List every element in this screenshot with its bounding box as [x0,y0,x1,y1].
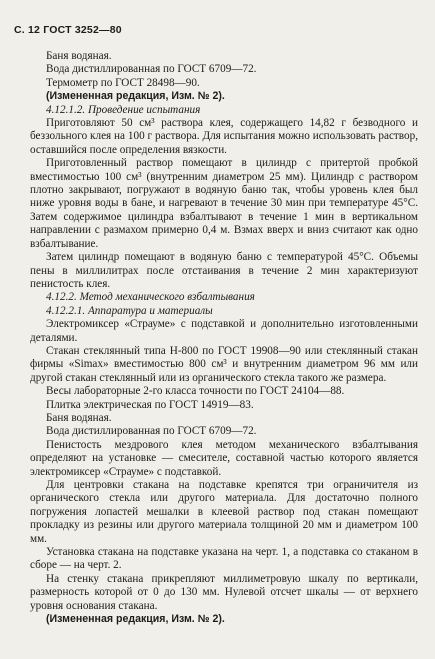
paragraph: Приготовленный раствор помещают в цилиндр с притертой пробкой вместимостью 100 см³ (внутренним диаметром 25 мм). Цилиндр с раствором плотно закрывают, погружают в водяную баню так, чтобы уровень клея был ниже уровня воды в бане, и нагревают в течение 30 мин при температуре 45°С. Затем содержимое цилиндра взбалтывают в течение 1 мин в вертикальном направлении с размахом примерно 0,4 м. Взмах вверх и вниз считают как одно взбалтывание. [30,157,418,250]
paragraph: 4.12.1.2. Проведение испытания [46,103,201,116]
paragraph: Стакан стеклянный типа Н-800 по ГОСТ 19908—90 или стеклянный стакан фирмы «Simax» вместимостью 800 см³ и внутренним диаметром 96 мм или другой стакан стеклянный или из органического стекла такого же размера. [30,344,418,384]
paragraph: Электромиксер «Страуме» с подставкой и дополнительно изготовленными деталями. [30,318,418,344]
paragraph: Вода дистиллированная по ГОСТ 6709—72. [46,425,257,438]
paragraph: Приготовляют 50 см³ раствора клея, содержащего 14,82 г безводного и беззольного клея на 100 г раствора. Для испытания можно использовать раствор, оставшийся после определения вязкости. [30,117,418,156]
page-header: С. 12 ГОСТ 3252—80 [14,24,122,36]
paragraph: 4.12.2. Метод механического взбалтывания [46,291,255,304]
document-body [30,50,418,626]
paragraph: На стенку стакана прикрепляют миллиметровую шкалу по вертикали, размерность которой от 0 до 130 мм. Нулевой отсчет шкалы — от верхнего уровня основания стакана. [30,572,418,612]
paragraph: Баня водяная. [46,50,112,62]
paragraph: 4.12.2.1. Аппаратура и материалы [46,304,213,317]
paragraph: Установка стакана на подставке указана на черт. 1, а подставка со стаканом в сборе — на черт. 2. [30,546,418,572]
paragraph: Затем цилиндр помещают в водяную баню с температурой 45°С. Объемы пены в миллилитрах после отстаивания в течение 2 мин характеризуют пенистость клея. [30,251,418,290]
paragraph: Баня водяная. [46,411,112,424]
paragraph: (Измененная редакция, Изм. № 2). [46,90,225,103]
paragraph: Плитка электрическая по ГОСТ 14919—83. [46,398,254,411]
paragraph: Для центровки стакана на подставке крепятся три ограничителя из органического стекла или другого материала. Для достаточно полного погружения лопастей мешалки в клеевой раствор под стакан помещают прокладку из резины или другого материала толщиной 20 мм и диаметром 100 мм. [30,479,418,545]
paragraph: Весы лабораторные 2-го класса точности по ГОСТ 24104—88. [46,385,345,398]
paragraph: Пенистость мездрового клея методом механического взбалтывания определяют на установке — смесителе, составной частью которого является электромиксер «Страуме» с подставкой. [30,438,418,478]
paragraph: Термометр по ГОСТ 28498—90. [46,76,200,89]
paragraph: (Измененная редакция, Изм. № 2). [46,613,225,626]
paragraph: Вода дистиллированная по ГОСТ 6709—72. [46,63,257,76]
